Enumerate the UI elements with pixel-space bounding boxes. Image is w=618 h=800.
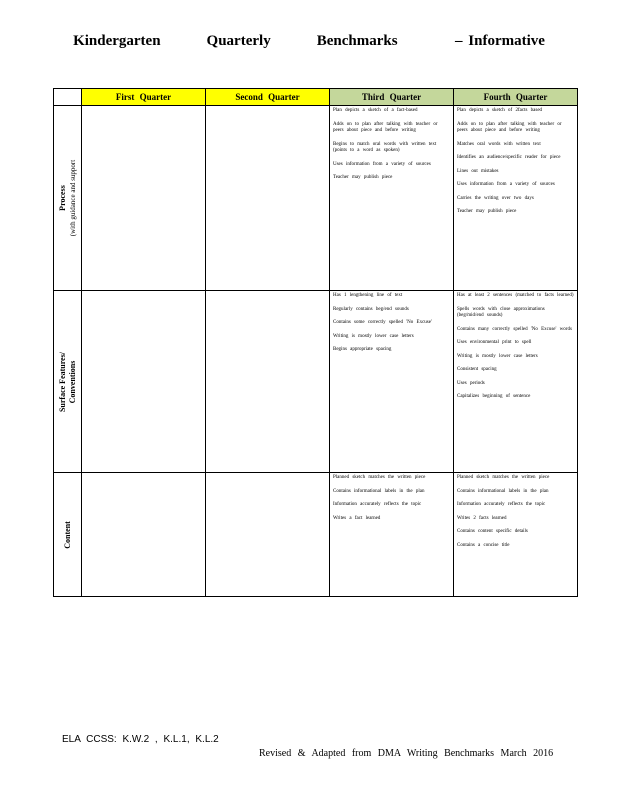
row-label-title: Content bbox=[62, 520, 72, 549]
row-label-title: Surface Features/ bbox=[57, 351, 67, 412]
benchmark-item: Uses information from a variety of sources bbox=[457, 182, 555, 187]
benchmark-item: Writes 2 facts learned bbox=[457, 515, 507, 521]
benchmark-item: Regularly contains beg/end sounds bbox=[333, 306, 409, 312]
benchmark-item: Contains some correctly spelled 'No Excuse' bbox=[333, 320, 432, 325]
header-first-quarter: First Quarter bbox=[82, 89, 206, 106]
cell-first-quarter bbox=[82, 473, 206, 597]
benchmark-item: Lines out mistakes bbox=[457, 168, 499, 174]
benchmark-item: Information accurately reflects the topic bbox=[457, 502, 546, 507]
benchmark-item: Spells words with close approximations (beg/mid/end sounds) bbox=[457, 306, 545, 318]
cell-first-quarter bbox=[82, 106, 206, 291]
row-label-title: Process bbox=[57, 185, 67, 211]
benchmark-item: Consistent spacing bbox=[457, 367, 497, 372]
benchmark-item: Uses periods bbox=[457, 380, 485, 386]
row-label bbox=[58, 351, 78, 411]
benchmark-item: Information accurately reflects the topic bbox=[333, 502, 422, 507]
table-row-process bbox=[54, 106, 578, 291]
benchmark-item: Capitalizes beginning of sentence bbox=[457, 394, 531, 399]
benchmark-list bbox=[330, 291, 453, 354]
benchmark-item: Begins appropriate spacing bbox=[333, 347, 392, 352]
row-label bbox=[58, 160, 78, 236]
benchmark-item: Plan depicts a sketch of a fact-based bbox=[333, 108, 418, 113]
benchmark-item: Plan depicts a sketch of 2facts based bbox=[457, 108, 543, 113]
cell-fourth-quarter bbox=[454, 106, 578, 291]
benchmark-list bbox=[454, 106, 577, 216]
benchmark-item: Has at least 2 sentences (matched to facts learned) bbox=[457, 293, 574, 298]
benchmarks-table bbox=[53, 88, 578, 597]
benchmark-item: Teacher may publish piece bbox=[457, 209, 517, 214]
benchmark-item: Carries the writing over two days bbox=[457, 195, 534, 201]
table-row-surface-features bbox=[54, 291, 578, 473]
benchmark-item: Contains informational labels in the plan bbox=[333, 488, 425, 494]
cell-third-quarter bbox=[330, 473, 454, 597]
benchmark-item: Contains a concise title bbox=[457, 542, 510, 548]
header-second-quarter: Second Quarter bbox=[206, 89, 330, 106]
benchmark-list bbox=[454, 473, 577, 549]
standards-footer: ELA CCSS: K.W.2 , K.L.1, K.L.2 bbox=[62, 734, 219, 745]
benchmark-item: Writes a fact learned bbox=[333, 515, 381, 521]
header-row bbox=[54, 89, 578, 106]
benchmark-item: Identifies an audience/specific reader for piece bbox=[457, 155, 561, 160]
benchmark-item: Teacher may publish piece bbox=[333, 175, 393, 180]
benchmark-list bbox=[330, 473, 453, 522]
benchmark-item: Planned sketch matches the written piece bbox=[333, 475, 426, 480]
cell-second-quarter bbox=[206, 291, 330, 473]
cell-first-quarter bbox=[82, 291, 206, 473]
benchmark-item: Has 1 lengthening line of text bbox=[333, 293, 403, 298]
benchmark-list bbox=[330, 106, 453, 182]
row-label-sub: Conventions bbox=[67, 360, 77, 403]
benchmark-item: Adds on to plan after talking with teacher or peers about piece and before writing bbox=[333, 121, 438, 133]
table-row-content bbox=[54, 473, 578, 597]
cell-second-quarter bbox=[206, 106, 330, 291]
row-label-cell bbox=[54, 291, 82, 473]
row-label-cell bbox=[54, 106, 82, 291]
row-label-cell bbox=[54, 473, 82, 597]
header-fourth-quarter: Fourth Quarter bbox=[454, 89, 578, 106]
benchmark-item: Contains informational labels in the plan bbox=[457, 488, 549, 494]
benchmark-item: Planned sketch matches the written piece bbox=[457, 475, 550, 480]
corner-cell bbox=[54, 89, 82, 106]
benchmark-item: Begins to match oral words with written text (points to a word as spoken) bbox=[333, 141, 437, 153]
cell-fourth-quarter bbox=[454, 291, 578, 473]
cell-third-quarter bbox=[330, 106, 454, 291]
row-label bbox=[63, 521, 73, 549]
benchmark-item: Adds on to plan after talking with teacher or peers about piece and before writing bbox=[457, 121, 562, 133]
benchmark-item: Contains content specific details bbox=[457, 529, 528, 534]
benchmark-item: Writing is mostly lower case letters bbox=[457, 353, 538, 359]
row-label-sub: (with guidance and support bbox=[68, 159, 77, 237]
benchmark-item: Contains many correctly spelled 'No Excuse' words bbox=[457, 326, 572, 332]
revision-footer: Revised & Adapted from DMA Writing Benchmarks March 2016 bbox=[259, 748, 554, 759]
page-title: Kindergarten Quarterly Benchmarks – Informative bbox=[73, 33, 545, 49]
header-third-quarter: Third Quarter bbox=[330, 89, 454, 106]
benchmark-item: Uses information from a variety of sources bbox=[333, 161, 431, 167]
cell-third-quarter bbox=[330, 291, 454, 473]
benchmark-item: Writing is mostly lower case letters bbox=[333, 333, 414, 339]
benchmark-item: Matches oral words with written text bbox=[457, 141, 541, 147]
benchmark-list bbox=[454, 291, 577, 401]
cell-second-quarter bbox=[206, 473, 330, 597]
benchmark-item: Uses environmental print to spell bbox=[457, 340, 532, 345]
cell-fourth-quarter bbox=[454, 473, 578, 597]
